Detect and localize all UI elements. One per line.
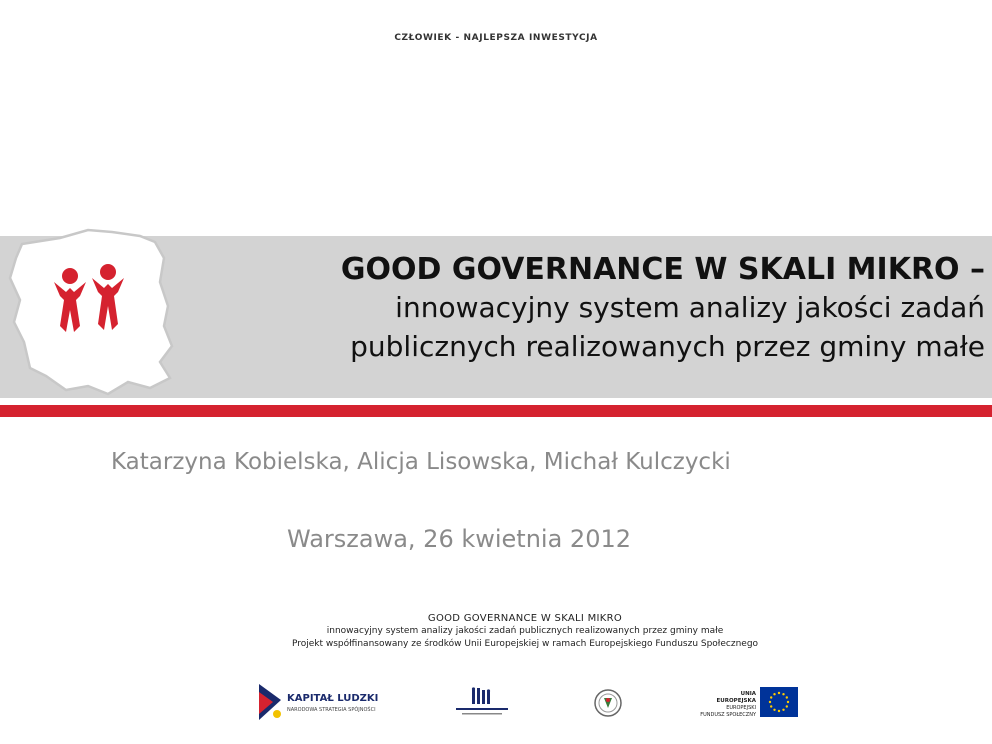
eu-flag-icon <box>760 687 798 717</box>
top-tagline: CZŁOWIEK - NAJLEPSZA INWESTYCJA <box>394 33 598 43</box>
authors: Katarzyna Kobielska, Alicja Lisowska, Michał Kulczycki <box>111 449 731 475</box>
title-block <box>170 252 985 366</box>
kapital-ludzki-name: KAPITAŁ LUDZKI <box>287 693 379 704</box>
eu-line2: EUROPEJSKI <box>726 705 756 711</box>
eu-line1: UNIA EUROPEJSKA <box>716 691 756 704</box>
title-subtitle-line2: publicznych realizowanych przez gminy małe <box>350 330 985 363</box>
place-date: Warszawa, 26 kwietnia 2012 <box>287 525 632 553</box>
title-main: GOOD GOVERNANCE W SKALI MIKRO – <box>340 252 985 287</box>
title-subtitle-line1: innowacyjny system analizy jakości zadań <box>395 291 985 324</box>
university-logo-icon <box>452 686 512 722</box>
footer-line1: GOOD GOVERNANCE W SKALI MIKRO <box>427 613 623 624</box>
kapital-ludzki-sub: NARODOWA STRATEGIA SPÓJNOŚCI <box>287 707 376 713</box>
red-divider <box>0 405 992 417</box>
ministry-emblem-icon <box>593 688 623 718</box>
footer-line2: innowacyjny system analizy jakości zadań publicznych realizowanych przez gminy małe <box>326 626 724 636</box>
eu-esf-logo <box>700 687 800 719</box>
eu-line3: FUNDUSZ SPOŁECZNY <box>700 712 756 718</box>
kapital-ludzki-emblem-icon <box>255 680 285 724</box>
kapital-ludzki-logo <box>255 680 380 724</box>
footer-text <box>0 612 992 651</box>
eu-text <box>700 691 756 719</box>
footer-line3: Projekt współfinansowany ze środków Unii Europejskiej w ramach Europejskiego Funduszu Społecznego <box>291 639 759 649</box>
